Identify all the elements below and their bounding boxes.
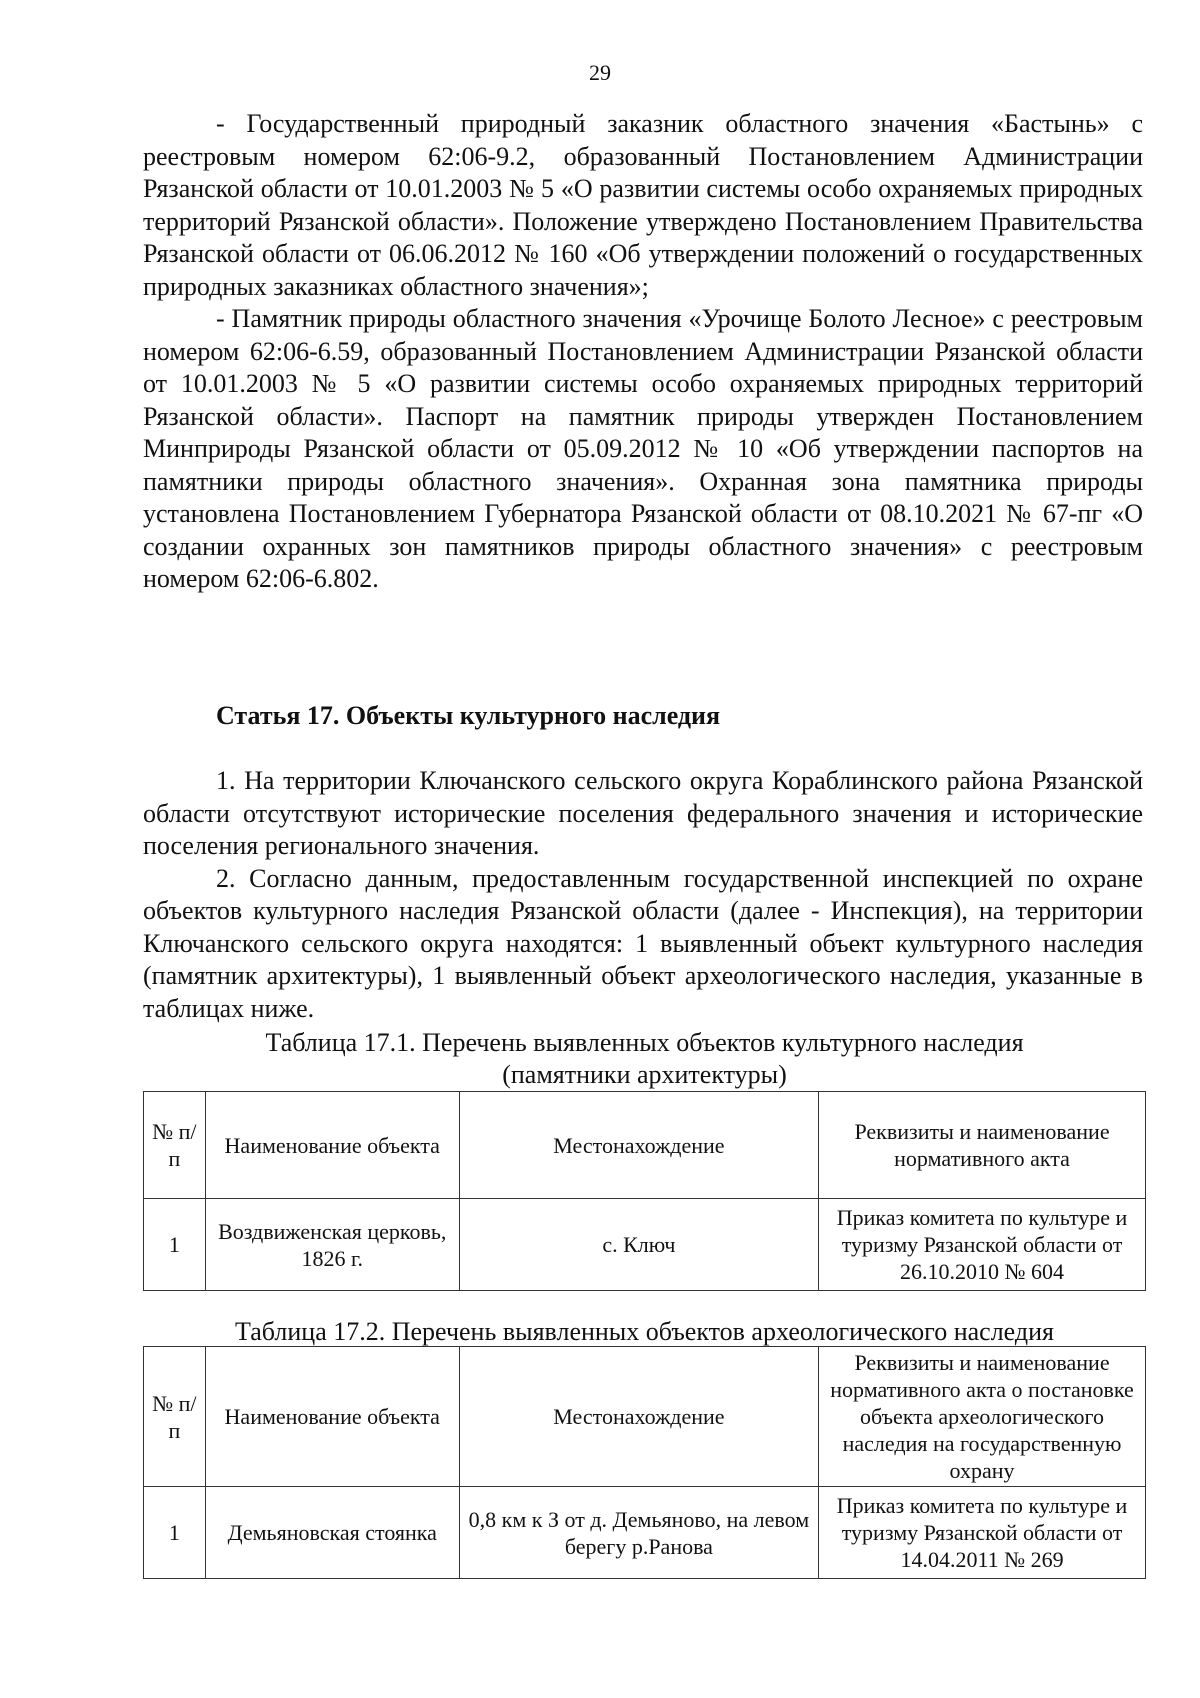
table1-caption [143,1027,1146,1091]
table1-header-act: Реквизиты и наименование нормативного акта [819,1092,1146,1199]
table2-caption: Таблица 17.2. Перечень выявленных объектов археологического наследия [235,1317,1054,1346]
paragraph-article-2: 2. Согласно данным, предоставленным государственной инспекцией по охране объектов культурного наследия Рязанской области (далее - Инспекция), на территории Ключанского сельского округа находятся: 1 выявленный объект культурного наследия (памятник архитектуры), 1 выявленный объект археологического наследия, указанные в таблицах ниже. [143,863,1143,1023]
table1-caption-line1: Таблица 17.1. Перечень выявленных объектов культурного наследия [265,1028,1024,1057]
paragraph-zakaznik: - Государственный природный заказник областного значения «Бастынь» с реестровым номером 62:06-9.2, образованный Постановлением Администрации Рязанской области от 10.01.2003 № 5 «О развитии системы особо охраняемых природных территорий Рязанской области». Положение утверждено Постановлением Правительства Рязанской области от 06.06.2012 № 160 «Об утверждении положений о государственных природных заказниках областного значения»; [143,109,1143,301]
paragraph-article-1: 1. На территории Ключанского сельского округа Кораблинского района Рязанской области отсутствуют исторические поселения федерального значения и исторические поселения регионального значения. [143,766,1143,860]
table2-header-act: Реквизиты и наименование нормативного акта о постановке объекта археологического наследия на государственную охрану [819,1347,1146,1487]
table2-cell-location: 0,8 км к З от д. Демьяново, на левом берегу р.Ранова [459,1487,818,1579]
table1-cell-name: Воздвиженская церковь, 1826 г. [205,1199,459,1291]
table2-header-num: № п/п [144,1347,206,1487]
table2-header-location: Местонахождение [459,1347,818,1487]
table1-cell-location: с. Ключ [459,1199,818,1291]
table2 [143,1346,1146,1579]
table2-cell-num: 1 [144,1487,206,1579]
table-row [144,1199,1146,1291]
paragraph-pamyatnik: - Памятник природы областного значения «Урочище Болото Лесное» с реестровым номером 62:06-6.59, образованный Постановлением Администрации Рязанской области от 10.01.2003 № 5 «О развитии системы особо охраняемых природных территорий Рязанской области». Паспорт на памятник природы утвержден Постановлением Минприроды Рязанской области от 05.09.2012 № 10 «Об утверждении паспортов на памятники природы областного значения». Охранная зона памятника природы установлена Постановлением Губернатора Рязанской области от 08.10.2021 № 67-пг «О создании охранных зон памятников природы областного значения» с реестровым номером 62:06-6.802. [143,304,1143,593]
table1 [143,1091,1146,1291]
table2-caption-wrap [143,1316,1146,1348]
table1-wrapper [143,1091,1146,1291]
table2-header-row [144,1347,1146,1487]
table1-header-row [144,1092,1146,1199]
paragraphs-top [143,108,1143,596]
table1-caption-line2: (памятники архитектуры) [502,1060,787,1089]
page-number: 29 [589,60,611,85]
table1-header-name: Наименование объекта [205,1092,459,1199]
table1-header-num: № п/п [144,1092,206,1199]
table1-cell-act: Приказ комитета по культуре и туризму Рязанской области от 26.10.2010 № 604 [819,1199,1146,1291]
article-heading: Статья 17. Объекты культурного наследия [216,701,721,730]
table1-cell-num: 1 [144,1199,206,1291]
table-row [144,1487,1146,1579]
article-section [143,700,1143,733]
table2-wrapper [143,1346,1146,1579]
table2-header-name: Наименование объекта [205,1347,459,1487]
table2-cell-name: Демьяновская стоянка [205,1487,459,1579]
table2-cell-act: Приказ комитета по культуре и туризму Рязанской области от 14.04.2011 № 269 [819,1487,1146,1579]
article-body [143,765,1143,1025]
table1-header-location: Местонахождение [459,1092,818,1199]
